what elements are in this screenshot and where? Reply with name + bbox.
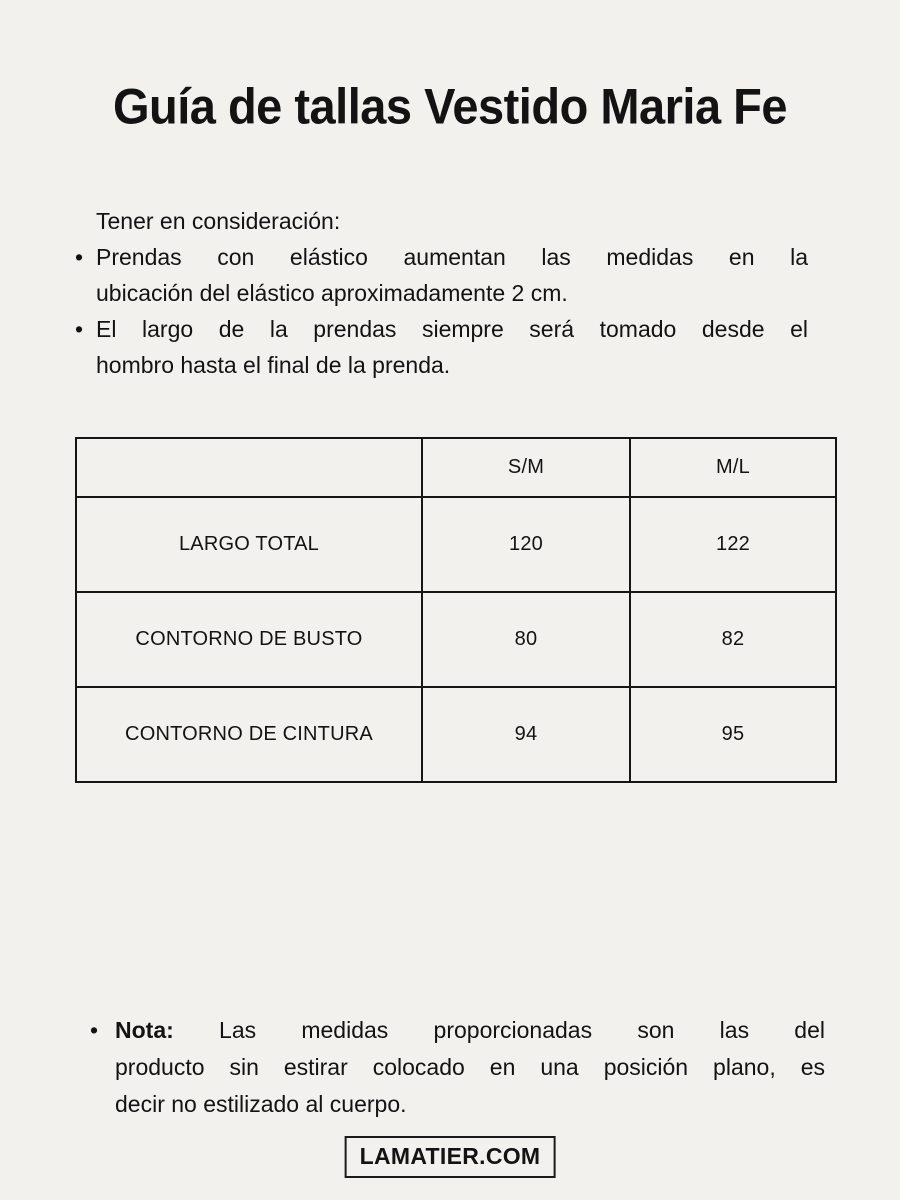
list-item [75, 239, 808, 311]
note-line-text: Las medidas proporcionadas son las del [219, 1017, 825, 1043]
considerations-section [75, 203, 808, 383]
note-item [90, 1012, 825, 1123]
cell-value: 95 [630, 687, 836, 782]
note-line: producto sin estirar colocado en una posición plano, es [115, 1054, 825, 1080]
cell-value: 94 [422, 687, 630, 782]
item-line: El largo de la prendas siempre será tomado desde el [96, 316, 808, 342]
table-header-cell-ml: M/L [630, 438, 836, 497]
note-bullet-icon: • [90, 1017, 99, 1043]
cell-value: 122 [630, 497, 836, 592]
table-header-cell-sm: S/M [422, 438, 630, 497]
item-line: ubicación del elástico aproximadamente 2 cm. [96, 280, 568, 306]
note-section [90, 1012, 825, 1123]
bullet-icon: • [75, 316, 84, 342]
table-header-cell-empty [76, 438, 422, 497]
considerations-heading: Tener en consideración: [96, 208, 341, 234]
list-item [75, 311, 808, 383]
item-line: Prendas con elástico aumentan las medidas en la [96, 244, 808, 270]
cell-value: 120 [422, 497, 630, 592]
cell-value: 82 [630, 592, 836, 687]
row-label: CONTORNO DE CINTURA [76, 687, 422, 782]
note-line: decir no estilizado al cuerpo. [115, 1091, 407, 1117]
row-label: LARGO TOTAL [76, 497, 422, 592]
note-label: Nota: [115, 1017, 174, 1043]
table-row [76, 592, 836, 687]
row-label: CONTORNO DE BUSTO [76, 592, 422, 687]
bullet-icon: • [75, 244, 84, 270]
table-row [76, 497, 836, 592]
size-table [75, 437, 837, 783]
item-line: hombro hasta el final de la prenda. [96, 352, 451, 378]
table-header-row [76, 438, 836, 497]
note-line [115, 1012, 825, 1049]
page-title: Guía de tallas Vestido Maria Fe [112, 78, 788, 135]
cell-value: 80 [422, 592, 630, 687]
brand-name: LAMATIER.COM [359, 1143, 541, 1169]
table-row [76, 687, 836, 782]
brand-box [345, 1136, 556, 1178]
